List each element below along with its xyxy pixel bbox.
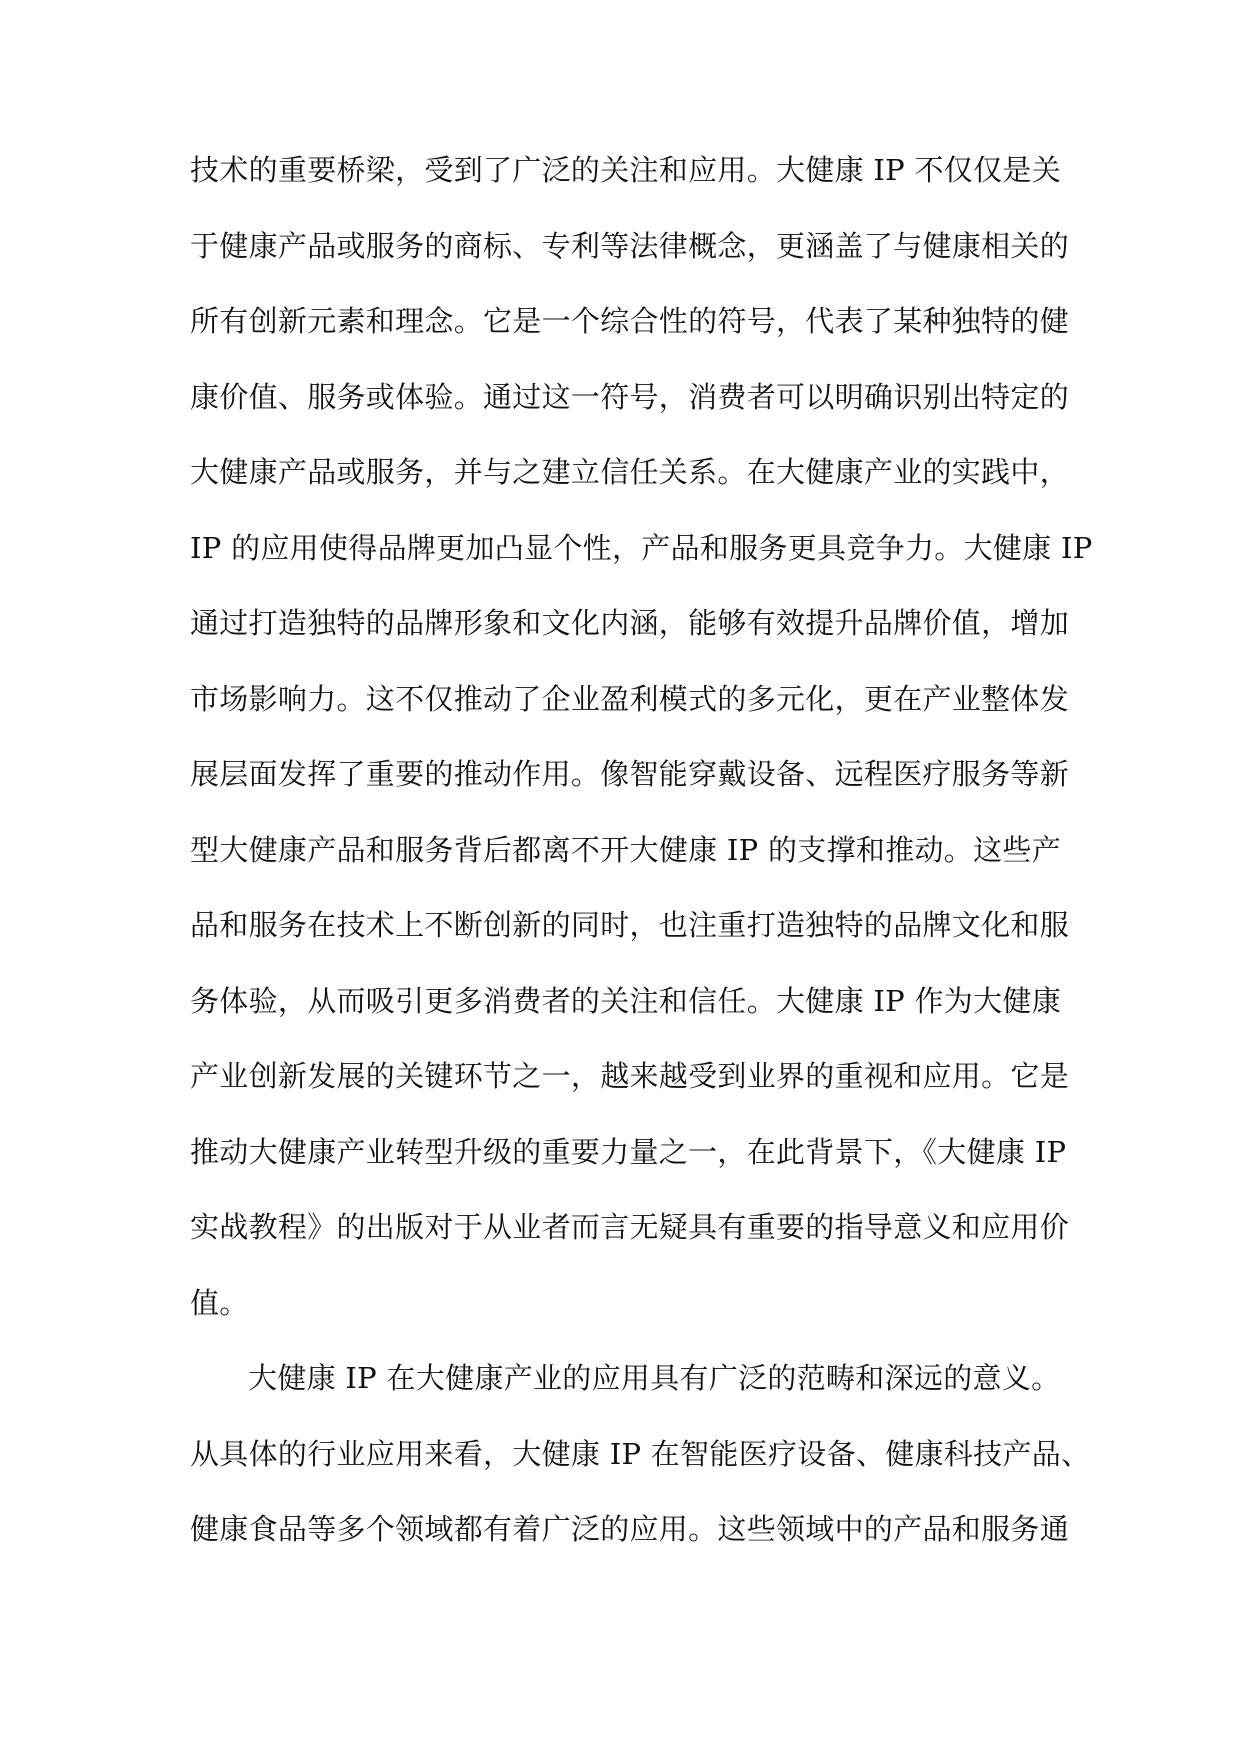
paragraph-1-line-16: 值。 (190, 1285, 249, 1320)
paragraph-1-line-7: 通过打造独特的品牌形象和文化内涵，能够有效提升品牌价值，增加 (190, 606, 1070, 640)
paragraph-1-line-10: 型大健康产品和服务背后都离不开大健康 IP 的支撑和推动。这些产 (190, 832, 1062, 867)
paragraph-2 (190, 1354, 1091, 1581)
paragraph-1-line-13: 产业创新发展的关键环节之一，越来越受到业界的重视和应用。它是 (190, 1059, 1070, 1093)
paragraph-1-line-3: 所有创新元素和理念。它是一个综合性的符号，代表了某种独特的健 (190, 304, 1070, 338)
paragraph-2-line-2: 从具体的行业应用来看，大健康 IP 在智能医疗设备、健康科技产品、 (190, 1436, 1091, 1471)
paragraph-1-line-12: 务体验，从而吸引更多消费者的关注和信任。大健康 IP 作为大健康 (190, 983, 1062, 1018)
paragraph-1-line-15: 实战教程》的出版对于从业者而言无疑具有重要的指导意义和应用价 (190, 1210, 1070, 1244)
paragraph-2-line-3: 健康食品等多个领域都有着广泛的应用。这些领域中的产品和服务通 (190, 1512, 1070, 1546)
paragraph-1-line-6: IP 的应用使得品牌更加凸显个性，产品和服务更具竞争力。大健康 IP (190, 530, 1093, 565)
paragraph-1-line-2: 于健康产品或服务的商标、专利等法律概念，更涵盖了与健康相关的 (190, 228, 1070, 263)
paragraph-1-line-4: 康价值、服务或体验。通过这一符号，消费者可以明确识别出特定的 (190, 379, 1070, 414)
paragraph-1 (190, 146, 1093, 1354)
paragraph-1-line-5: 大健康产品或服务，并与之建立信任关系。在大健康产业的实践中， (190, 455, 1070, 489)
paragraph-1-line-1: 技术的重要桥梁，受到了广泛的关注和应用。大健康 IP 不仅仅是关 (190, 153, 1062, 187)
paragraph-1-line-11: 品和服务在技术上不断创新的同时，也注重打造独特的品牌文化和服 (190, 908, 1070, 942)
paragraph-1-line-9: 展层面发挥了重要的推动作用。像智能穿戴设备、远程医疗服务等新 (190, 757, 1070, 791)
paragraph-1-line-8: 市场影响力。这不仅推动了企业盈利模式的多元化，更在产业整体发 (190, 681, 1070, 716)
paragraph-2-line-1: 大健康 IP 在大健康产业的应用具有广泛的范畴和深远的意义。 (248, 1361, 1061, 1395)
paragraph-1-line-14: 推动大健康产业转型升级的重要力量之一，在此背景下，《大健康 IP (190, 1134, 1067, 1169)
body-text (190, 146, 1093, 1581)
